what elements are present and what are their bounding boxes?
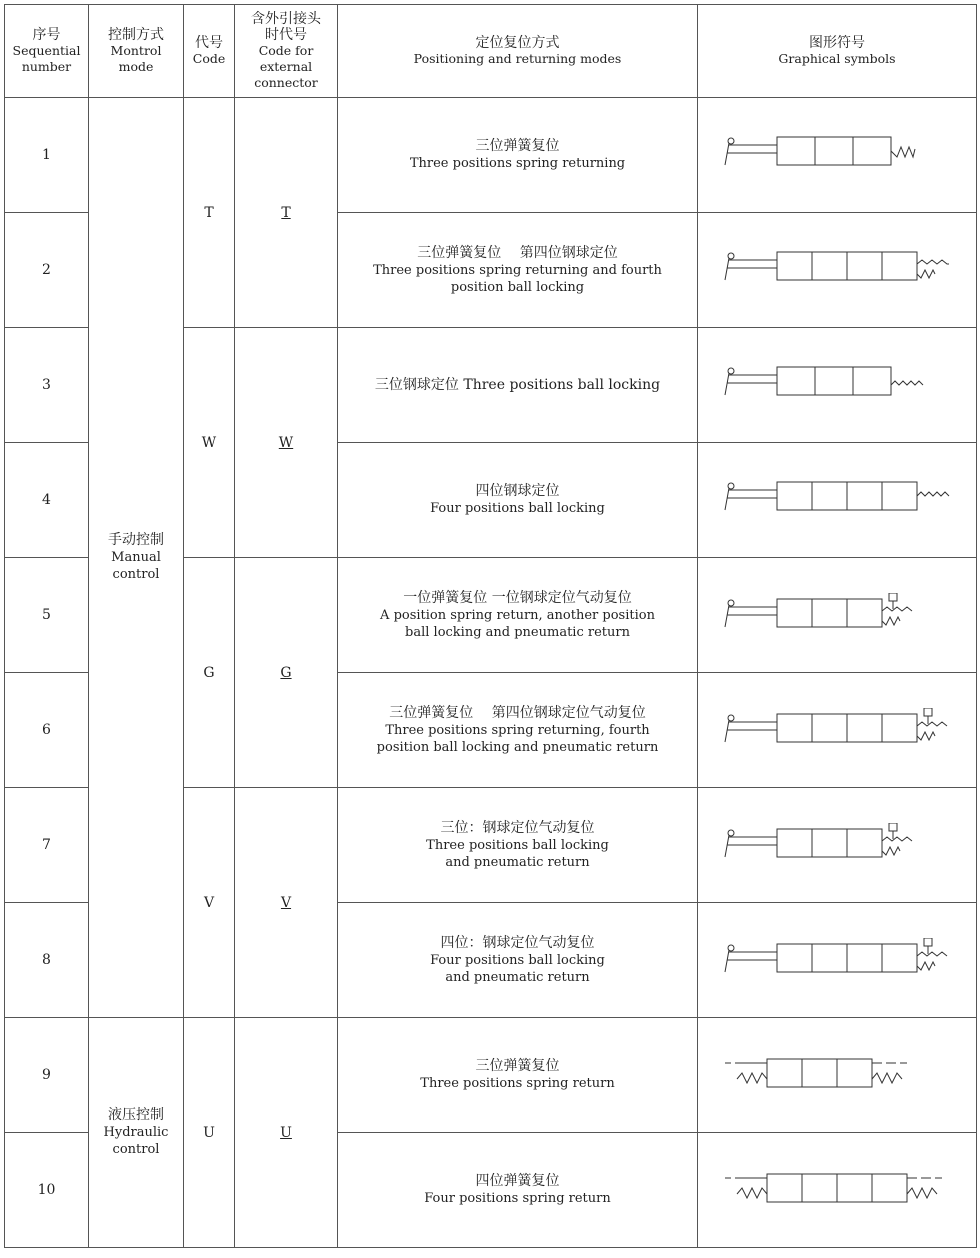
symbol-cell: [698, 903, 977, 1018]
header-code: [184, 5, 235, 98]
mode-cn: 三位弹簧复位 第四位钢球定位气动复位: [389, 704, 646, 721]
code-U: U: [184, 1018, 235, 1248]
header-row: [5, 5, 977, 98]
header-positioning-mode: [338, 5, 698, 98]
symbol-cell: [698, 558, 977, 673]
mode-en1: Three positions ball locking: [426, 837, 609, 853]
mode-cn: 四位钢球定位: [475, 483, 560, 499]
header-ext-cn2: 时代号: [265, 27, 307, 43]
header-ext-cn1: 含外引接头: [251, 11, 321, 27]
control-manual: [89, 98, 184, 1018]
ext-code-G: G: [235, 558, 338, 788]
mode-en1: A position spring return, another position: [380, 607, 655, 623]
header-ext-en1: Code for: [258, 43, 314, 58]
row-seq: 1: [5, 98, 89, 213]
ext-code-W: W: [235, 328, 338, 558]
valve-symbol-icon: [717, 365, 957, 405]
ext-code-U: U: [235, 1018, 338, 1248]
row-seq: 6: [5, 673, 89, 788]
mode-cell: [338, 558, 698, 673]
mode-cn: 三位弹簧复位 第四位钢球定位: [417, 244, 618, 261]
header-ctrl-en2: mode: [118, 59, 154, 74]
mode-cell: [338, 788, 698, 903]
header-control-mode: [89, 5, 184, 98]
control-hydraulic-cn: 液压控制: [108, 1107, 164, 1123]
mode-cn: 一位弹簧复位 一位钢球定位气动复位: [403, 589, 632, 606]
mode-en2: position ball locking and pneumatic return: [376, 739, 659, 755]
symbol-cell: [698, 788, 977, 903]
mode-cell: [338, 673, 698, 788]
mode-cell: [338, 328, 698, 443]
mode-cn: 三位弹簧复位: [475, 1058, 560, 1074]
row-seq: 4: [5, 443, 89, 558]
header-sym-en: Graphical symbols: [778, 51, 896, 66]
code-W: W: [184, 328, 235, 558]
header-ext-en2: external: [259, 59, 313, 74]
table-row: [5, 1018, 977, 1133]
control-hydraulic-en1: Hydraulic: [103, 1125, 169, 1140]
code-T: T: [184, 98, 235, 328]
mode-cn: 三位：钢球定位气动复位: [440, 819, 595, 836]
control-hydraulic-en2: control: [112, 1142, 160, 1157]
header-sym-cn: 图形符号: [809, 35, 865, 51]
valve-symbol-icon: [717, 1170, 957, 1210]
mode-en2: position ball locking: [450, 279, 585, 295]
header-seq-cn: 序号: [32, 27, 61, 43]
table-row: [5, 98, 977, 213]
mode-en1: Three positions spring return: [420, 1076, 615, 1091]
valve-symbol-icon: [717, 250, 957, 290]
row-seq: 3: [5, 328, 89, 443]
row-seq: 5: [5, 558, 89, 673]
mode-cell: [338, 903, 698, 1018]
valve-symbol-icon: [717, 135, 957, 175]
valve-symbol-icon: [717, 480, 957, 520]
valve-symbol-icon: [717, 1055, 957, 1095]
mode-en1: Four positions ball locking: [430, 501, 605, 516]
mode-cell: [338, 1133, 698, 1248]
header-seq-en2: number: [21, 59, 72, 74]
row-seq: 9: [5, 1018, 89, 1133]
mode-cn: 三位弹簧复位: [475, 138, 560, 154]
row-seq: 10: [5, 1133, 89, 1248]
header-ext-en3: connector: [254, 75, 318, 90]
symbol-cell: [698, 213, 977, 328]
mode-cn: 三位钢球定位 Three positions ball locking: [374, 376, 661, 393]
header-mode-en: Positioning and returning modes: [413, 51, 622, 66]
code-V: V: [184, 788, 235, 1018]
row-seq: 7: [5, 788, 89, 903]
valve-symbol-icon: [717, 708, 957, 752]
header-sequential-number: [5, 5, 89, 98]
mode-en1: Three positions spring returning and fourth: [373, 262, 662, 278]
header-seq-en1: Sequential: [12, 43, 81, 58]
control-manual-en1: Manual: [111, 550, 161, 565]
header-ctrl-en1: Montrol: [110, 43, 162, 58]
control-manual-en2: control: [112, 567, 160, 582]
mode-en2: and pneumatic return: [445, 854, 590, 870]
positioning-modes-table: [4, 4, 977, 1248]
header-code-cn: 代号: [195, 35, 223, 51]
row-seq: 2: [5, 213, 89, 328]
header-mode-cn: 定位复位方式: [475, 35, 560, 51]
symbol-cell: [698, 443, 977, 558]
header-ctrl-cn: 控制方式: [108, 27, 164, 43]
mode-en2: ball locking and pneumatic return: [405, 624, 630, 640]
control-hydraulic: [89, 1018, 184, 1248]
mode-en2: and pneumatic return: [445, 969, 590, 985]
mode-cell: [338, 98, 698, 213]
header-code-en: Code: [192, 51, 226, 66]
symbol-cell: [698, 1018, 977, 1133]
mode-en1: Four positions ball locking: [430, 952, 605, 968]
mode-en1: Three positions spring returning, fourth: [385, 722, 650, 738]
mode-cell: [338, 213, 698, 328]
row-seq: 8: [5, 903, 89, 1018]
mode-en1: Four positions spring return: [424, 1191, 611, 1206]
mode-en1: Three positions spring returning: [409, 156, 626, 171]
symbol-cell: [698, 673, 977, 788]
control-manual-cn: 手动控制: [108, 532, 164, 548]
mode-cn: 四位：钢球定位气动复位: [440, 934, 595, 951]
symbol-cell: [698, 1133, 977, 1248]
code-G: G: [184, 558, 235, 788]
valve-symbol-icon: [717, 593, 957, 637]
symbol-cell: [698, 328, 977, 443]
valve-symbol-icon: [717, 823, 957, 867]
header-external-connector: [235, 5, 338, 98]
mode-cn: 四位弹簧复位: [475, 1173, 560, 1189]
ext-code-V: V: [235, 788, 338, 1018]
ext-code-T: T: [235, 98, 338, 328]
header-graphical-symbols: [698, 5, 977, 98]
symbol-cell: [698, 98, 977, 213]
mode-cell: [338, 1018, 698, 1133]
mode-cell: [338, 443, 698, 558]
valve-symbol-icon: [717, 938, 957, 982]
